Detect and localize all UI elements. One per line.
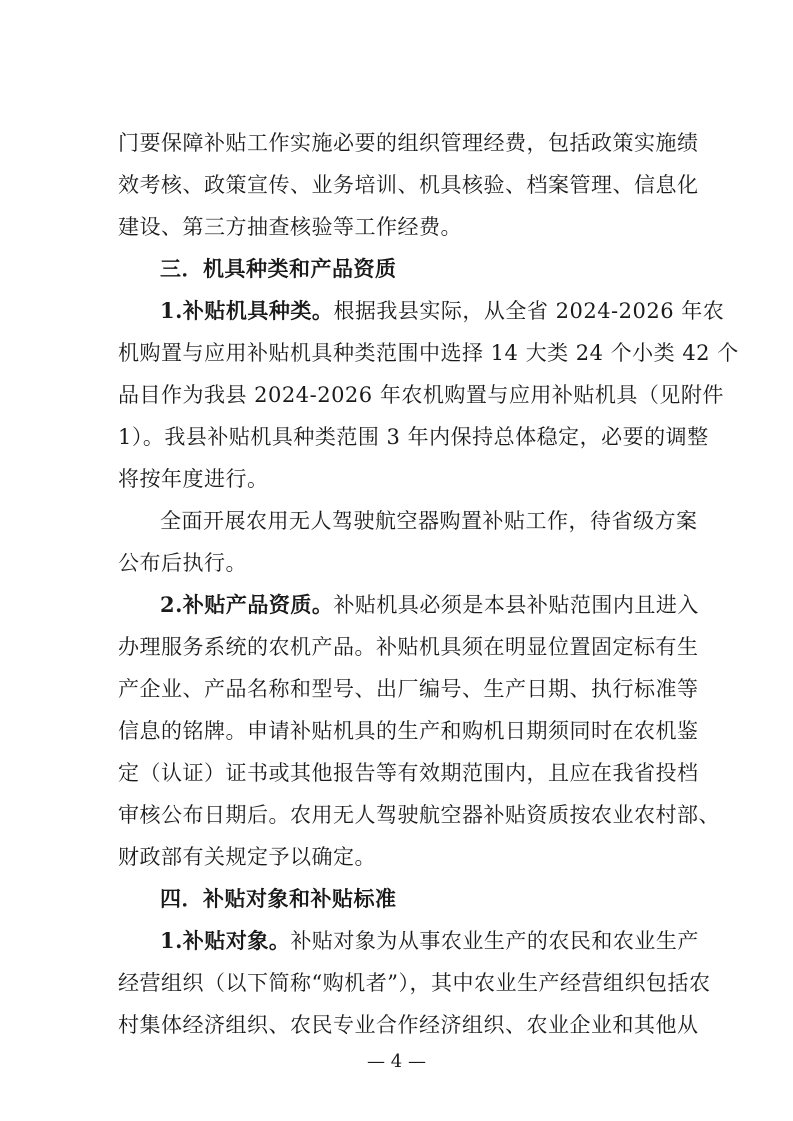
body-text-line: 将按年度进行。 [118,467,269,491]
subheading-product-qualification: 2.补贴产品资质。 [160,592,334,617]
paragraph-line [160,922,698,960]
body-text-line: 产企业、产品名称和型号、出厂编号、生产日期、执行标准等 [118,677,699,701]
body-text-line: 定（认证）证书或其他报告等有效期范围内，且应在我省投档 [118,761,699,785]
page-number: — 4 — [367,1051,426,1072]
body-text-line: 全面开展农用无人驾驶航空器购置补贴工作，待省级方案 [160,509,698,533]
body-text-line: 效考核、政策宣传、业务培训、机具核验、档案管理、信息化 [118,173,699,197]
subheading-machine-types: 1.补贴机具种类。 [160,298,334,323]
paragraph-text: 根据我县实际，从全省 2024-2026 年农 [333,299,725,323]
body-text-line: 1）。我县补贴机具种类范围 3 年内保持总体稳定，必要的调整 [118,425,709,449]
body-text-line: 公布后执行。 [118,551,247,575]
body-text-line: 建设、第三方抽查核验等工作经费。 [118,215,462,239]
paragraph-text: 补贴机具必须是本县补贴范围内且进入 [333,593,699,617]
paragraph-line [160,586,698,624]
body-text-line: 门要保障补贴工作实施必要的组织管理经费，包括政策实施绩 [118,131,699,155]
paragraph-line [160,292,725,330]
paragraph-text: 补贴对象为从事农业生产的农民和农业生产 [290,929,699,953]
body-text-line: 村集体经济组织、农民专业合作经济组织、农业企业和其他从 [118,1013,699,1037]
body-text-line: 信息的铭牌。申请补贴机具的生产和购机日期须同时在农机鉴 [118,719,699,743]
body-text-line: 财政部有关规定予以确定。 [118,845,376,869]
section-heading-4: 四．补贴对象和补贴标准 [160,887,397,911]
body-text-line: 经营组织（以下简称“购机者”），其中农业生产经营组织包括农 [118,971,711,995]
body-text-line: 机购置与应用补贴机具种类范围中选择 14 大类 24 个小类 42 个 [118,341,739,365]
body-text-line: 品目作为我县 2024-2026 年农机购置与应用补贴机具（见附件 [118,383,724,407]
body-text-line: 审核公布日期后。农用无人驾驶航空器补贴资质按农业农村部、 [118,803,720,827]
section-heading-3: 三．机具种类和产品资质 [160,257,397,281]
body-text-line: 办理服务系统的农机产品。补贴机具须在明显位置固定标有生 [118,635,699,659]
subheading-subsidy-recipients: 1.补贴对象。 [160,928,291,953]
